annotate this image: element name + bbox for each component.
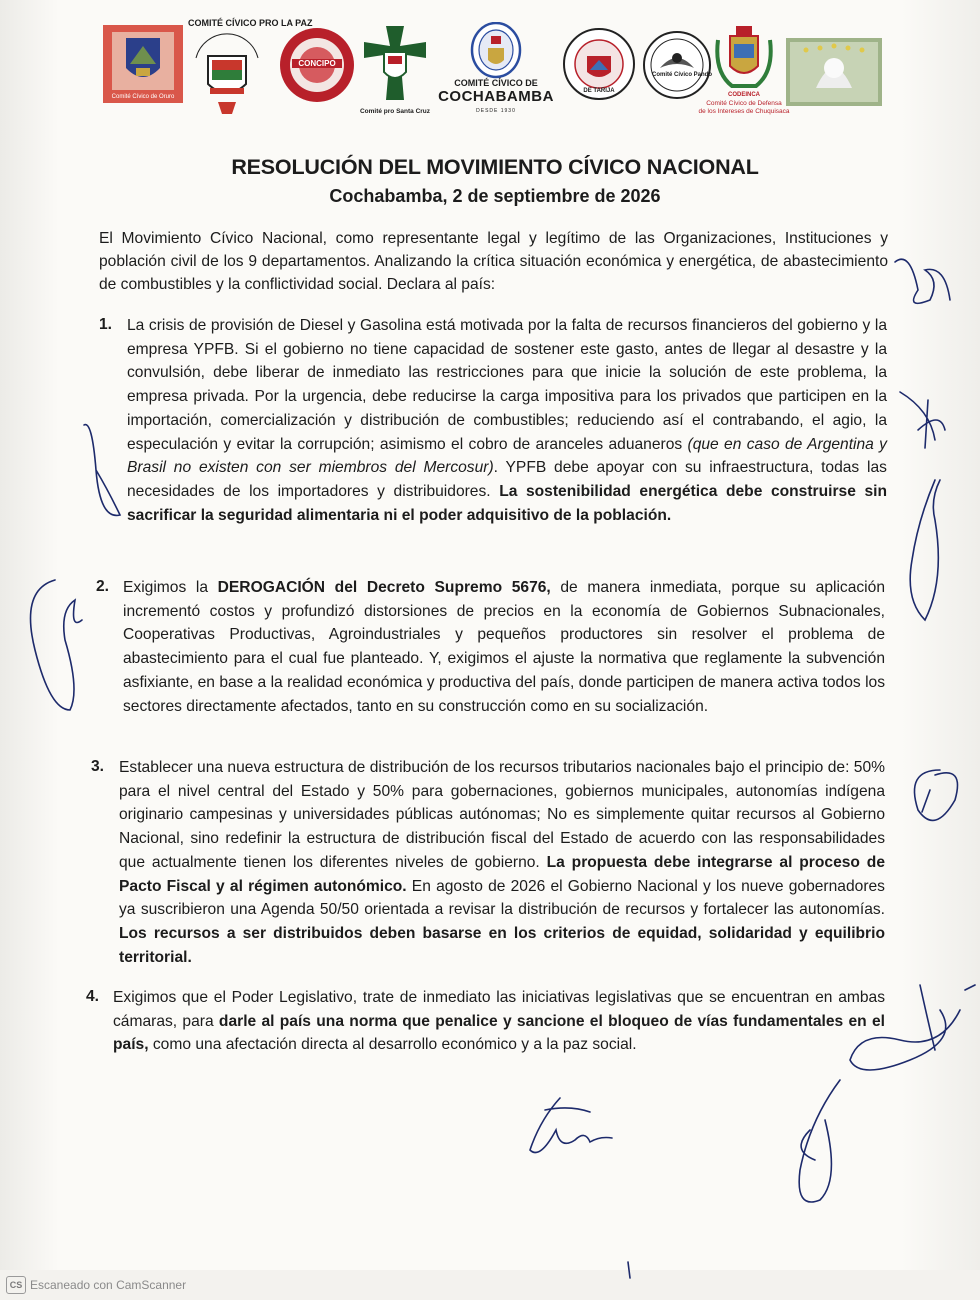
item-number: 4. (86, 988, 100, 1005)
comite-civico-la-paz-logo (188, 18, 313, 118)
comite-civico-oruro-logo (102, 24, 184, 104)
scanner-text: Escaneado con CamScanner (30, 1278, 187, 1292)
camscanner-icon: CS (6, 1276, 26, 1294)
item-bold-statement: darle al país una norma que penalice y sancione el bloqueo de vías fundamentales en el país, (113, 1012, 885, 1054)
item-number: 3. (91, 758, 105, 775)
item-bold-statement: DEROGACIÓN del Decreto Supremo 5676, (217, 579, 551, 596)
item-text: de manera inmediata, porque su aplicación incrementó costos y profundizó distorsiones de precios en la economía de Gobiernos Subnacionales, Cooperativas Productivas, Agroindustriales y pequeños productores sin resolver el problema de abastecimiento para el cual fue planteado. Y, exigimos el ajuste la normativa que reglamente la subvención asfixiante, en base a la realidad económica y productiva del país, donde participen de manera activa todos los sectores directamente afectados, tanto en su construcción como en su socialización. (123, 579, 885, 715)
item-bold-statement: La propuesta debe integrarse al proceso de Pacto Fiscal y al régimen autonómico. (119, 853, 885, 895)
logo-caption: Comité Cívico de Oruro (111, 94, 175, 100)
logo-caption: Comité Cívico Pando (652, 72, 713, 78)
document-date: Cochabamba, 2 de septiembre de 2026 (329, 186, 661, 206)
item-number: 1. (99, 316, 113, 333)
comite-pro-santa-cruz-logo (359, 24, 431, 115)
logo-caption-line1: CODEINCA (727, 92, 760, 98)
conciipo-logo (278, 26, 356, 104)
logo-caption-line2: Comité Cívico de Defensa (706, 100, 782, 107)
item-text: Establecer una nueva estructura de distribución de los recursos tributarios nacionales bajo el principio de: 50% para el nivel central del Estado y 50% para gobernaciones, gobiernos municipales, autonomías indígena originario campesinas y universidades públicas autónomas; No es simplemente quitar recursos al Gobierno Nacional, sino redefinir la estructura de distribución fiscal del Estado de acuerdo con las responsabilidades que actualmente tienen los diferentes niveles de gobierno. (119, 759, 885, 871)
item-bold-statement: Los recursos a ser distribuidos deben basarse en los criterios de equidad, solidaridad y equilibrio territorial. (119, 924, 885, 966)
item-text: . YPFB debe apoyar con su infraestructura, todas las necesidades de los importadores y distribuidores. (127, 459, 887, 500)
resolution-item-2 (123, 576, 885, 718)
item-text: Exigimos la (123, 579, 218, 596)
item-bold-statement: La sostenibilidad energética debe construirse sin sacrificar la seguridad alimentaria ni el poder adquisitivo de la población. (127, 482, 887, 524)
item-text: La crisis de provisión de Diesel y Gasolina está motivada por la falta de recursos financieros del gobierno y la empresa YPFB. Si el gobierno no tiene capacidad de sostener este gasto, antes de llegar al desastre y la convulsión, debe liberar de inmediato las restricciones para que inicie la solución de este problema, la empresa privada. Por la urgencia, debe reducirse la carga impositiva para los privados que participen en la importación, comercialización y distribución de combustibles; reduciendo así el contrabando, el agio, la especulación y evitar la corrupción; asimismo el cobro de aranceles aduaneros (127, 317, 887, 453)
logo-caption: DE TARIJA (583, 88, 615, 94)
logo-caption-line3: de los Intereses de Chuquisaca (698, 108, 790, 115)
item-text: Exigimos que el Poder Legislativo, trate de inmediato las iniciativas legislativas que se encuentran en ambas cámaras, para (113, 989, 885, 1030)
logo-caption-line1: COMITÉ CÍVICO DE (454, 78, 538, 88)
logo-caption-line2: COCHABAMBA (438, 88, 554, 105)
document-title: RESOLUCIÓN DEL MOVIMIENTO CÍVICO NACIONAL (231, 155, 759, 179)
item-number: 2. (96, 578, 110, 595)
header-logos (96, 18, 896, 128)
beni-logo (786, 38, 882, 106)
resolution-item-4 (113, 986, 885, 1057)
intro-paragraph: El Movimiento Cívico Nacional, como representante legal y legítimo de las Organizaciones, Instituciones y población civil de los 9 departamentos. Analizando la crítica situación económica y energética, de abastecimiento de combustibles y la conflictividad social. Declara al país: (99, 230, 888, 293)
item-text: En agosto de 2026 el Gobierno Nacional y los nueve gobernadores ya suscribieron una Agenda 50/50 orientada a revisar la distribución de recursos y fortalecer las autonomías. (119, 877, 885, 919)
codeinca-logo (698, 22, 790, 115)
comite-tarija-logo (562, 26, 636, 102)
comite-civico-cochabamba-logo (436, 22, 556, 114)
item-italic-note: (que en caso de Argentina y Brasil no existen con ser miembros del Mercosur) (127, 435, 887, 477)
resolution-item-3 (119, 756, 885, 969)
logo-caption-line3: DESDE 1930 (476, 108, 516, 114)
logo-caption: CONCIPO (292, 59, 342, 68)
item-text: como una afectación directa al desarrollo económico y a la paz social. (148, 1036, 637, 1054)
logo-caption: Comité pro Santa Cruz (359, 108, 431, 115)
resolution-item-1 (127, 314, 887, 527)
scanner-watermark (6, 1276, 186, 1294)
logo-caption: COMITÉ CÍVICO PRO LA PAZ (188, 18, 313, 28)
